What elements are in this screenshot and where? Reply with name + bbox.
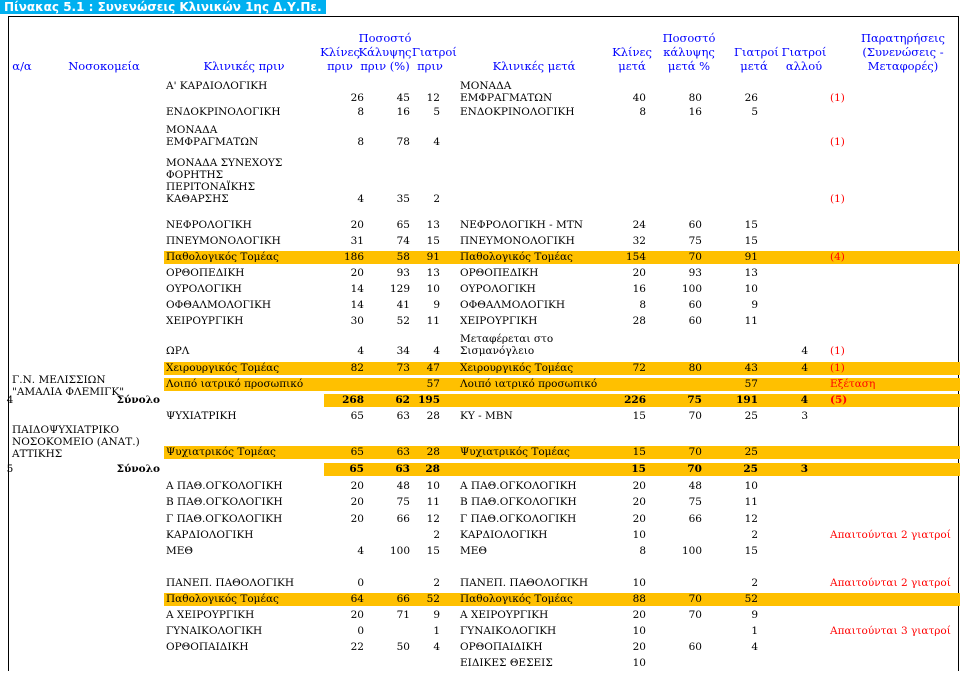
- occupancy-before: 75: [396, 496, 410, 508]
- doctors-after: 26: [744, 92, 758, 104]
- total-label: Σύνολο: [116, 394, 160, 406]
- notes-cell: Απαιτούνται 2 γιατροί: [830, 529, 951, 541]
- clinic-after: Α ΠΑΘ.ΟΓΚΟΛΟΓΙΚΗ: [460, 480, 577, 492]
- occupancy-after: 70: [687, 463, 702, 475]
- beds-before: 82: [350, 362, 364, 374]
- clinic-before: Παθολογικός Τομέας: [166, 251, 279, 263]
- doctors-after: 9: [751, 299, 758, 311]
- doctors-before: 5: [433, 106, 440, 118]
- grid-line: [8, 16, 958, 17]
- hospital-name: Γ.Ν. ΜΕΛΙΣΣΙΩΝ: [12, 374, 106, 386]
- occupancy-after: 75: [688, 235, 702, 247]
- row-number: 4: [6, 394, 14, 406]
- beds-before: 8: [357, 106, 364, 118]
- beds-before: 22: [350, 641, 364, 653]
- occupancy-after: 70: [688, 593, 702, 605]
- doctors-before: 11: [426, 315, 440, 327]
- beds-before: 20: [350, 267, 364, 279]
- beds-before: 20: [350, 219, 364, 231]
- clinic-after: ΜΟΝΑΔΑ: [460, 80, 512, 92]
- clinic-after: ΟΡΘΟΠΑΙΔΙΚΗ: [460, 641, 543, 653]
- beds-before: 0: [357, 577, 364, 589]
- doctors-after: 25: [744, 446, 758, 458]
- doctors-before: 15: [426, 235, 440, 247]
- doctors-before: 13: [426, 267, 440, 279]
- notes-cell: (1): [830, 136, 845, 148]
- clinic-before: ΚΑΡΔΙΟΛΟΓΙΚΗ: [166, 529, 254, 541]
- header-occupancy-before: Κάλυψης: [358, 45, 412, 59]
- doctors-before: 9: [433, 299, 440, 311]
- occupancy-before: 129: [389, 283, 410, 295]
- beds-after: 20: [632, 609, 646, 621]
- doctors-after: 52: [744, 593, 758, 605]
- total-label: Σύνολο: [116, 463, 160, 475]
- occupancy-before: 62: [395, 394, 410, 406]
- occupancy-before: 45: [396, 92, 410, 104]
- doctors-after: 25: [743, 463, 758, 475]
- clinic-after: ΠΝΕΥΜΟΝΟΛΟΓΙΚΗ: [460, 235, 575, 247]
- clinic-before: ΠΝΕΥΜΟΝΟΛΟΓΙΚΗ: [166, 235, 281, 247]
- clinic-after: ΚΥ - ΜΒΝ: [460, 410, 513, 422]
- notes-cell: (5): [830, 394, 848, 406]
- clinic-after: Β ΠΑΘ.ΟΓΚΟΛΟΓΙΚΗ: [460, 496, 577, 508]
- occupancy-after: 100: [681, 283, 702, 295]
- beds-before: 20: [350, 513, 364, 525]
- clinic-before: Α ΧΕΙΡΟΥΡΓΙΚΗ: [166, 609, 255, 621]
- clinic-before: ΝΕΦΡΟΛΟΓΙΚΗ: [166, 219, 252, 231]
- occupancy-before: 93: [396, 267, 410, 279]
- doctors-elsewhere: 4: [800, 394, 808, 406]
- clinic-before: ΠΑΝΕΠ. ΠΑΘΟΛΟΓΙΚΗ: [166, 577, 295, 589]
- doctors-before: 11: [426, 496, 440, 508]
- doctors-after: 1: [751, 625, 758, 637]
- doctors-before: 10: [426, 283, 440, 295]
- clinic-before: ΟΡΘΟΠΑΙΔΙΚΗ: [166, 641, 249, 653]
- beds-before: 26: [350, 92, 364, 104]
- clinic-after: Παθολογικός Τομέας: [460, 593, 573, 605]
- beds-after: 20: [632, 641, 646, 653]
- clinic-before: ΟΡΘΟΠΕΔΙΚΗ: [166, 267, 245, 279]
- clinic-before: ΕΜΦΡΑΓΜΑΤΩΝ: [166, 136, 259, 148]
- beds-after: 88: [632, 593, 646, 605]
- occupancy-after: 66: [688, 513, 702, 525]
- clinic-after: ΕΝΔΟΚΡΙΝΟΛΟΓΙΚΗ: [460, 106, 575, 118]
- doctors-elsewhere: 3: [800, 463, 808, 475]
- beds-before: 4: [357, 193, 364, 205]
- clinic-before: ΠΕΡΙΤΟΝΑΪΚΗΣ: [166, 181, 255, 193]
- header-notes: Παρατηρήσεις: [861, 31, 945, 45]
- row-number: 5: [6, 463, 14, 475]
- beds-before: 14: [350, 299, 364, 311]
- beds-before: 4: [357, 345, 364, 357]
- header-occupancy-after: κάλυψης: [663, 45, 715, 59]
- header-occupancy-after: μετά %: [667, 59, 711, 73]
- notes-cell: (4): [830, 251, 845, 263]
- header-clinics-before: Κλινικές πριν: [203, 59, 285, 73]
- beds-after: 10: [632, 625, 646, 637]
- occupancy-after: 60: [688, 299, 702, 311]
- doctors-elsewhere: 3: [801, 410, 808, 422]
- doctors-before: 28: [426, 446, 440, 458]
- doctors-before: 195: [418, 394, 440, 406]
- doctors-after: 10: [744, 283, 758, 295]
- beds-after: 20: [632, 267, 646, 279]
- notes-cell: (1): [830, 345, 845, 357]
- header-beds-before: πριν: [327, 59, 353, 73]
- doctors-before: 13: [426, 219, 440, 231]
- clinic-before: Α' ΚΑΡΔΙΟΛΟΓΙΚΗ: [166, 80, 268, 92]
- clinic-after: ΝΕΦΡΟΛΟΓΙΚΗ - ΜΤΝ: [460, 219, 583, 231]
- doctors-after: 91: [744, 251, 758, 263]
- clinic-before: ΕΝΔΟΚΡΙΝΟΛΟΓΙΚΗ: [166, 106, 281, 118]
- hospital-name: ΑΤΤΙΚΗΣ: [12, 448, 63, 460]
- header-doctors-elsewhere: αλλού: [785, 59, 823, 73]
- beds-after: 10: [632, 577, 646, 589]
- beds-before: 268: [342, 394, 364, 406]
- clinic-before: ΩΡΛ: [166, 345, 190, 357]
- clinic-before: ΟΦΘΑΛΜΟΛΟΓΙΚΗ: [166, 299, 271, 311]
- doctors-after: 43: [744, 362, 758, 374]
- hospital-name: ΠΑΙΔΟΨΥΧΙΑΤΡΙΚΟ: [12, 424, 120, 436]
- occupancy-before: 71: [396, 609, 410, 621]
- doctors-after: 5: [751, 106, 758, 118]
- beds-before: 31: [350, 235, 364, 247]
- beds-after: 20: [632, 496, 646, 508]
- occupancy-before: 66: [396, 593, 410, 605]
- beds-before: 30: [350, 315, 364, 327]
- occupancy-before: 100: [389, 545, 410, 557]
- doctors-before: 52: [426, 593, 440, 605]
- clinic-after: ΚΑΡΔΙΟΛΟΓΙΚΗ: [460, 529, 548, 541]
- clinic-after: ΟΥΡΟΛΟΓΙΚΗ: [460, 283, 536, 295]
- occupancy-after: 75: [688, 496, 702, 508]
- doctors-after: 15: [744, 545, 758, 557]
- clinic-before: Β ΠΑΘ.ΟΓΚΟΛΟΓΙΚΗ: [166, 496, 283, 508]
- clinic-after: ΟΡΘΟΠΕΔΙΚΗ: [460, 267, 539, 279]
- clinic-after: Λοιπό ιατρικό προσωπικό: [460, 378, 598, 390]
- clinic-after: ΟΦΘΑΛΜΟΛΟΓΙΚΗ: [460, 299, 565, 311]
- doctors-before: 28: [426, 410, 440, 422]
- beds-after: 40: [632, 92, 646, 104]
- header-occupancy-before: πριν (%): [360, 59, 410, 73]
- beds-before: 20: [350, 496, 364, 508]
- occupancy-before: 73: [396, 362, 410, 374]
- doctors-after: 2: [751, 577, 758, 589]
- clinic-after: ΕΙΔΙΚΕΣ ΘΕΣΕΙΣ: [460, 657, 553, 669]
- clinic-before: ΨΥΧΙΑΤΡΙΚΗ: [166, 410, 237, 422]
- doctors-after: 11: [744, 315, 758, 327]
- header-doctors-before: πριν: [417, 59, 443, 73]
- beds-after: 154: [625, 251, 646, 263]
- occupancy-before: 35: [396, 193, 410, 205]
- occupancy-after: 16: [688, 106, 702, 118]
- doctors-before: 2: [433, 193, 440, 205]
- occupancy-before: 34: [396, 345, 410, 357]
- doctors-before: 12: [426, 92, 440, 104]
- clinic-after: ΧΕΙΡΟΥΡΓΙΚΗ: [460, 315, 538, 327]
- clinic-before: ΜΕΘ: [166, 545, 194, 557]
- header-doctors-elsewhere: Γιατροί: [781, 45, 827, 59]
- grid-line: [958, 16, 959, 671]
- clinic-before: Γ ΠΑΘ.ΟΓΚΟΛΟΓΙΚΗ: [166, 513, 283, 525]
- clinic-after: Γ ΠΑΘ.ΟΓΚΟΛΟΓΙΚΗ: [460, 513, 577, 525]
- occupancy-before: 58: [396, 251, 410, 263]
- clinic-before: ΟΥΡΟΛΟΓΙΚΗ: [166, 283, 242, 295]
- beds-before: 0: [357, 625, 364, 637]
- doctors-after: 11: [744, 496, 758, 508]
- beds-after: 20: [632, 480, 646, 492]
- beds-after: 8: [639, 545, 646, 557]
- beds-after: 20: [632, 513, 646, 525]
- occupancy-before: 65: [396, 219, 410, 231]
- occupancy-before: 63: [396, 446, 410, 458]
- occupancy-after: 70: [688, 609, 702, 621]
- beds-after: 28: [632, 315, 646, 327]
- doctors-before: 1: [433, 625, 440, 637]
- doctors-before: 2: [433, 577, 440, 589]
- header-doctors-before: Γιατροί: [412, 45, 457, 59]
- occupancy-after: 70: [688, 446, 702, 458]
- occupancy-before: 16: [396, 106, 410, 118]
- header-notes: (Συνενώσεις -: [862, 45, 944, 59]
- clinic-before: ΓΥΝΑΙΚΟΛΟΓΙΚΗ: [166, 625, 263, 637]
- occupancy-before: 66: [396, 513, 410, 525]
- clinic-before: Παθολογικός Τομέας: [166, 593, 279, 605]
- occupancy-after: 70: [688, 410, 702, 422]
- clinic-before: ΚΑΘΑΡΣΗΣ: [166, 193, 229, 205]
- header-notes: Μεταφορές): [867, 59, 939, 73]
- clinic-after: Παθολογικός Τομέας: [460, 251, 573, 263]
- doctors-before: 47: [426, 362, 440, 374]
- occupancy-after: 80: [688, 92, 702, 104]
- beds-after: 24: [632, 219, 646, 231]
- doctors-after: 13: [744, 267, 758, 279]
- doctors-after: 10: [744, 480, 758, 492]
- occupancy-after: 60: [688, 315, 702, 327]
- doctors-before: 4: [433, 136, 440, 148]
- beds-after: 10: [632, 529, 646, 541]
- header-occupancy-before: Ποσοστό: [358, 31, 412, 45]
- beds-after: 15: [632, 446, 646, 458]
- occupancy-after: 80: [688, 362, 702, 374]
- occupancy-after: 93: [688, 267, 702, 279]
- notes-cell: (1): [830, 362, 845, 374]
- header-clinics-after: Κλινικές μετά: [492, 59, 576, 73]
- occupancy-after: 100: [681, 545, 702, 557]
- occupancy-before: 41: [396, 299, 410, 311]
- beds-before: 8: [357, 136, 364, 148]
- doctors-after: 2: [751, 529, 758, 541]
- clinic-after: Μεταφέρεται στο: [460, 333, 554, 345]
- beds-after: 32: [632, 235, 646, 247]
- occupancy-after: 48: [688, 480, 702, 492]
- beds-before: 65: [349, 463, 364, 475]
- beds-before: 4: [357, 545, 364, 557]
- occupancy-before: 78: [396, 136, 410, 148]
- doctors-after: 4: [751, 641, 758, 653]
- doctors-after: 191: [736, 394, 758, 406]
- doctors-before: 4: [433, 345, 440, 357]
- beds-after: 8: [639, 106, 646, 118]
- table-title: Πίνακας 5.1 : Συνενώσεις Κλινικών 1ης Δ.Υ.Πε.: [0, 0, 326, 14]
- beds-after: 10: [632, 657, 646, 669]
- doctors-before: 10: [426, 480, 440, 492]
- notes-cell: (1): [830, 193, 845, 205]
- doctors-elsewhere: 4: [801, 362, 808, 374]
- clinic-after: Σισμανόγλειο: [460, 345, 535, 357]
- grid-line: [8, 16, 9, 671]
- beds-before: 20: [350, 609, 364, 621]
- beds-before: 20: [350, 480, 364, 492]
- clinic-before: ΜΟΝΑΔΑ ΣΥΝΕΧΟΥΣ: [166, 157, 283, 169]
- beds-after: 226: [624, 394, 646, 406]
- clinic-before: ΜΟΝΑΔΑ: [166, 124, 218, 136]
- clinic-after: ΓΥΝΑΙΚΟΛΟΓΙΚΗ: [460, 625, 557, 637]
- doctors-after: 9: [751, 609, 758, 621]
- header-occupancy-after: Ποσοστό: [662, 31, 716, 45]
- clinic-before: Λοιπό ιατρικό προσωπικό: [166, 378, 304, 390]
- doctors-before: 91: [426, 251, 440, 263]
- doctors-after: 15: [744, 235, 758, 247]
- clinic-after: Α ΧΕΙΡΟΥΡΓΙΚΗ: [460, 609, 549, 621]
- beds-before: 64: [350, 593, 364, 605]
- occupancy-before: 48: [396, 480, 410, 492]
- doctors-before: 12: [426, 513, 440, 525]
- beds-after: 72: [632, 362, 646, 374]
- header-hospitals: Νοσοκομεία: [68, 59, 140, 73]
- header-doctors-after: Γιατροί: [734, 45, 779, 59]
- header-aa: α/α: [12, 59, 32, 73]
- notes-cell: (1): [830, 92, 845, 104]
- notes-cell: Εξέταση: [830, 378, 876, 390]
- clinic-before: ΦΟΡΗΤΗΣ: [166, 169, 224, 181]
- clinic-before: ΧΕΙΡΟΥΡΓΙΚΗ: [166, 315, 244, 327]
- doctors-after: 57: [744, 378, 758, 390]
- doctors-before: 2: [433, 529, 440, 541]
- doctors-after: 12: [744, 513, 758, 525]
- beds-after: 15: [632, 410, 646, 422]
- beds-before: 186: [343, 251, 364, 263]
- occupancy-after: 75: [687, 394, 702, 406]
- doctors-after: 25: [744, 410, 758, 422]
- clinic-after: Χειρουργικός Τομέας: [460, 362, 574, 374]
- clinic-after: ΠΑΝΕΠ. ΠΑΘΟΛΟΓΙΚΗ: [460, 577, 589, 589]
- header-beds-after: Κλίνες: [612, 45, 652, 59]
- doctors-before: 15: [426, 545, 440, 557]
- beds-after: 15: [631, 463, 646, 475]
- occupancy-before: 74: [396, 235, 410, 247]
- occupancy-before: 50: [396, 641, 410, 653]
- beds-before: 65: [350, 410, 364, 422]
- occupancy-after: 60: [688, 219, 702, 231]
- hospital-name: "ΑΜΑΛΙΑ ΦΛΕΜΙΓΚ": [12, 386, 125, 398]
- doctors-before: 9: [433, 609, 440, 621]
- clinic-after: ΕΜΦΡΑΓΜΑΤΩΝ: [460, 92, 553, 104]
- header-doctors-after: μετά: [740, 59, 768, 73]
- doctors-elsewhere: 4: [801, 345, 808, 357]
- clinic-after: Ψυχιατρικός Τομέας: [460, 446, 570, 458]
- occupancy-before: 63: [396, 410, 410, 422]
- doctors-before: 4: [433, 641, 440, 653]
- beds-after: 8: [639, 299, 646, 311]
- header-beds-after: μετά: [618, 59, 646, 73]
- beds-after: 16: [632, 283, 646, 295]
- doctors-before: 57: [426, 378, 440, 390]
- beds-before: 14: [350, 283, 364, 295]
- doctors-after: 15: [744, 219, 758, 231]
- clinic-before: Ψυχιατρικός Τομέας: [166, 446, 276, 458]
- occupancy-after: 70: [688, 251, 702, 263]
- occupancy-before: 63: [395, 463, 410, 475]
- clinic-after: ΜΕΘ: [460, 545, 488, 557]
- hospital-name: ΝΟΣΟΚΟΜΕΙΟ (ΑΝΑΤ.): [12, 436, 140, 448]
- header-beds-before: Κλίνες: [320, 45, 360, 59]
- doctors-before: 28: [425, 463, 440, 475]
- notes-cell: Απαιτούνται 3 γιατροί: [830, 625, 951, 637]
- occupancy-before: 52: [396, 315, 410, 327]
- beds-before: 65: [350, 446, 364, 458]
- clinic-before: Α ΠΑΘ.ΟΓΚΟΛΟΓΙΚΗ: [166, 480, 283, 492]
- clinic-before: Χειρουργικός Τομέας: [166, 362, 280, 374]
- notes-cell: Απαιτούνται 2 γιατροί: [830, 577, 951, 589]
- occupancy-after: 60: [688, 641, 702, 653]
